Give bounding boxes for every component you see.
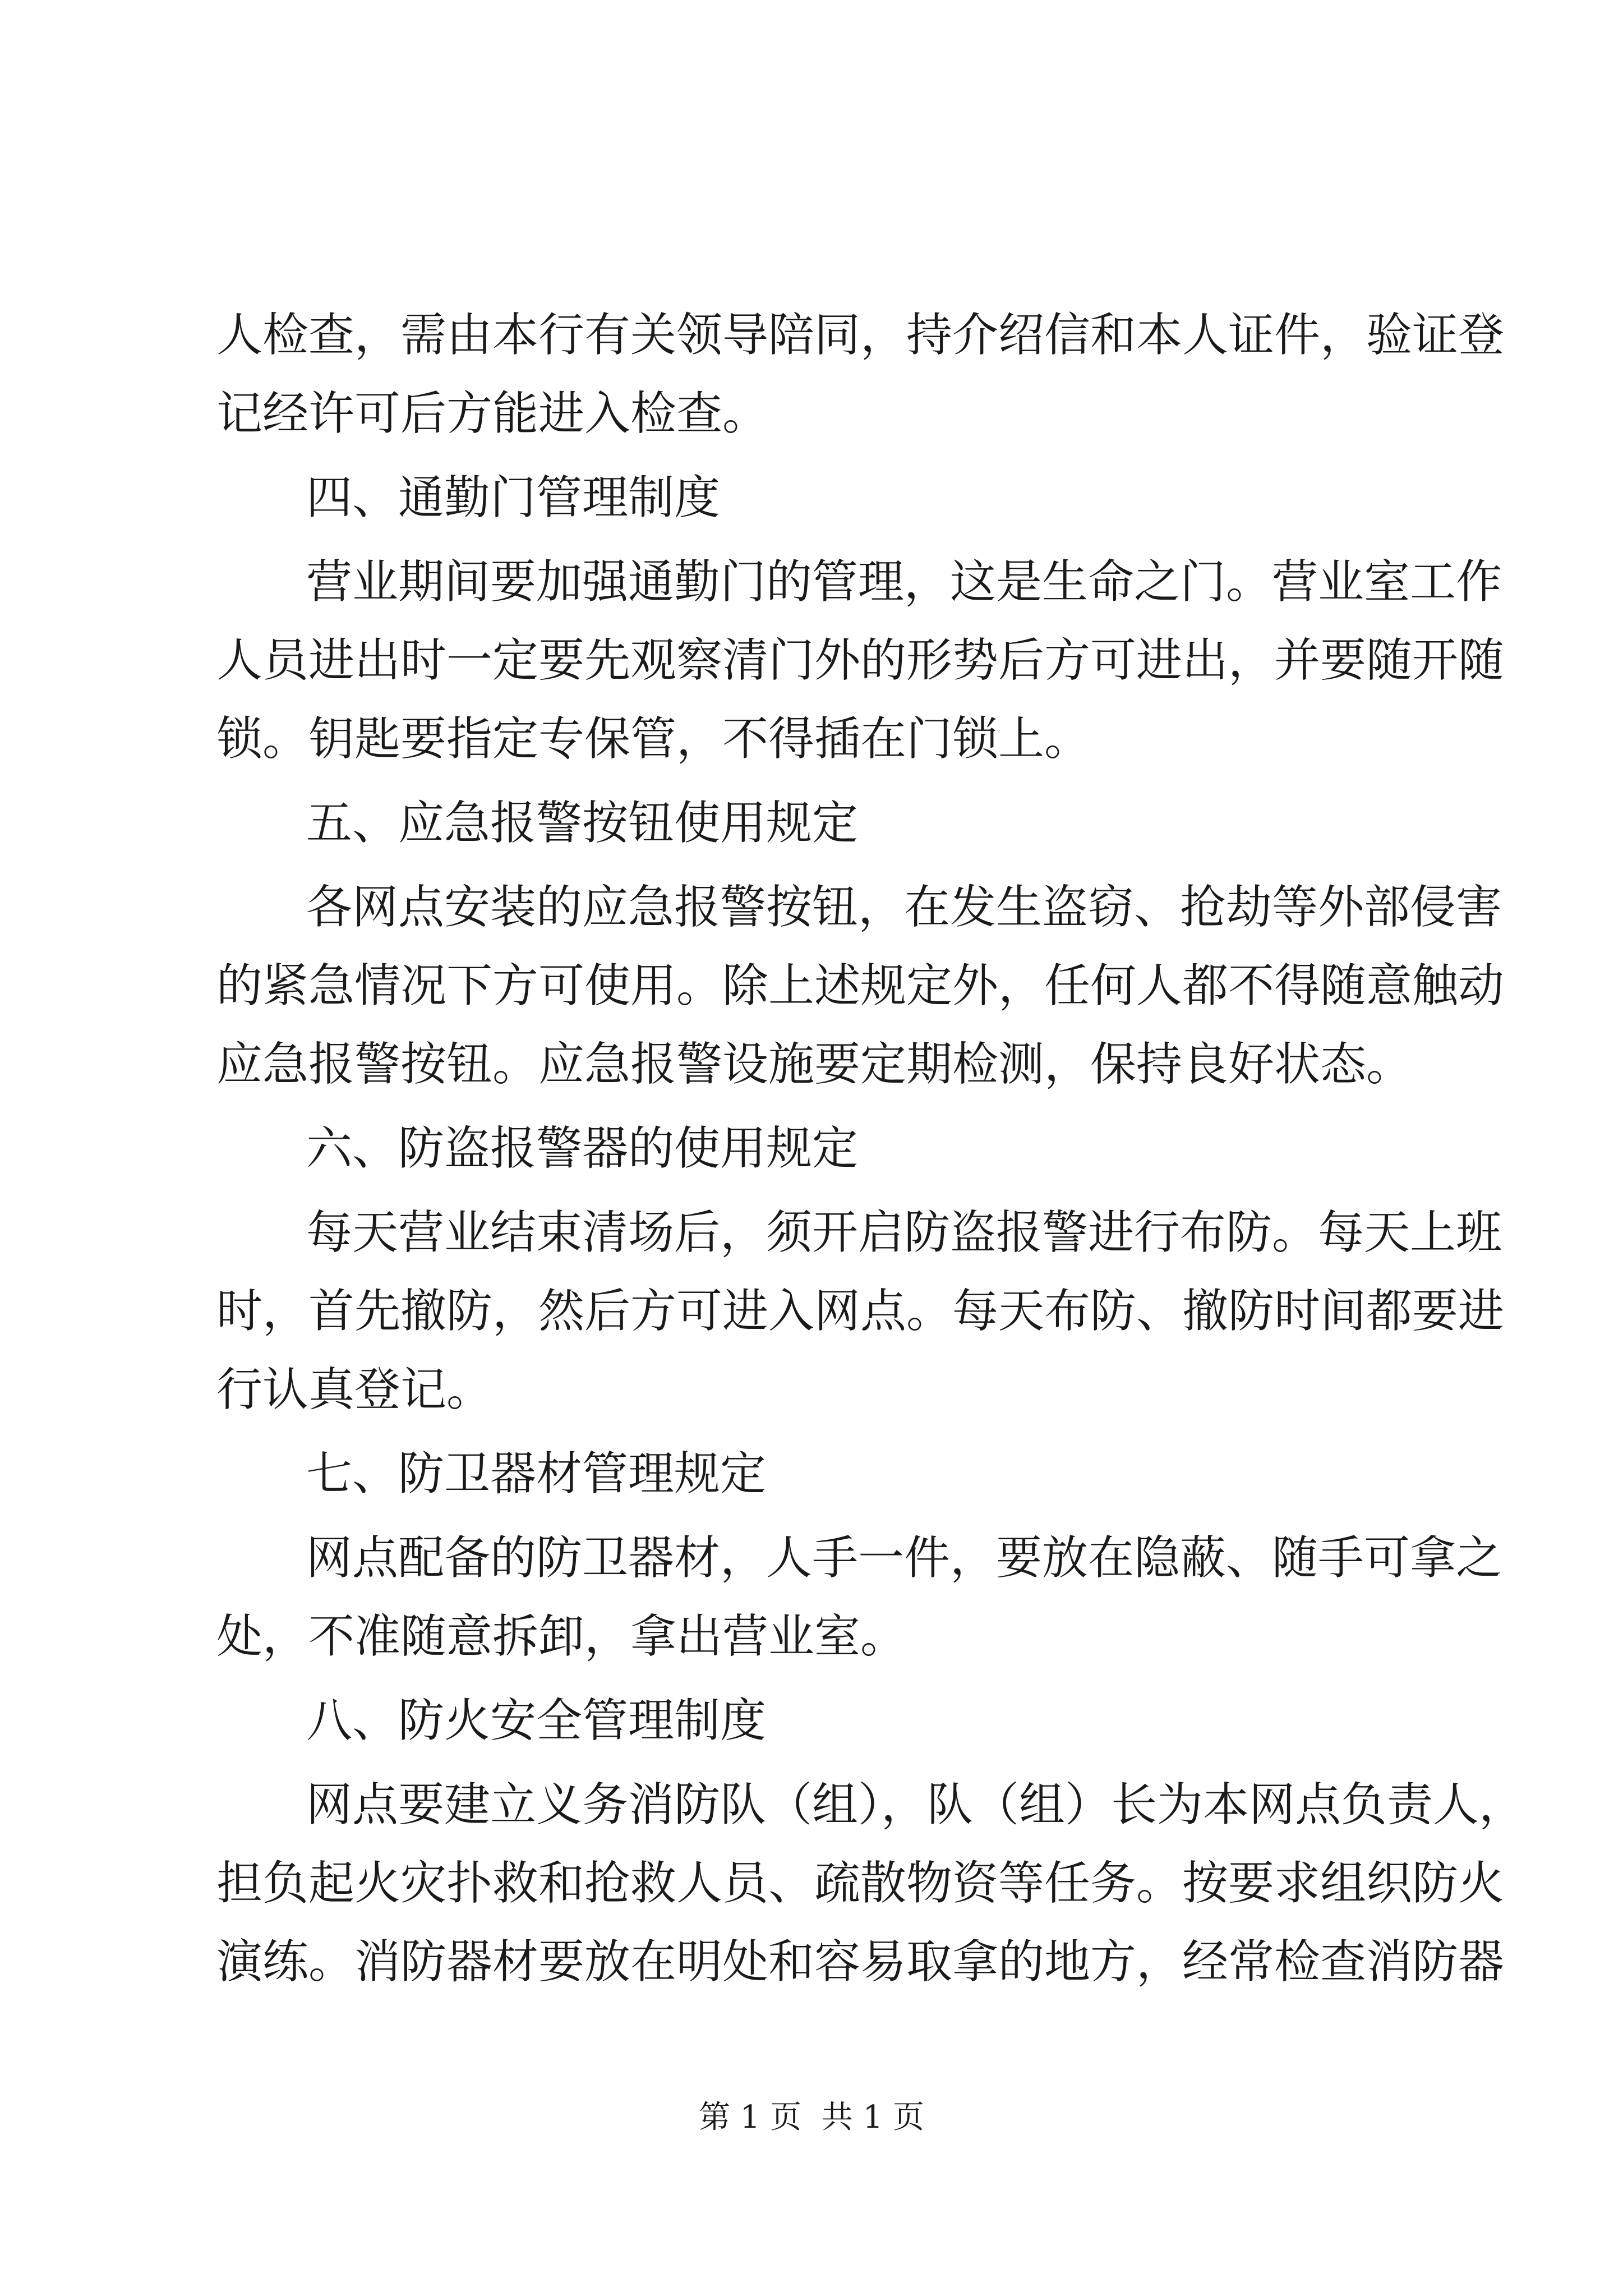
body-text-line: 网点要建立义务消防队（组），队（组）长为本网点负责人， (306, 1778, 1525, 1832)
page-footer (0, 2098, 1623, 2137)
body-text-line: 时，首先撤防，然后方可进入网点。每天布防、撤防时间都要进 (216, 1285, 1505, 1338)
body-text-line: 的紧急情况下方可使用。除上述规定外，任何人都不得随意触动 (216, 959, 1505, 1013)
page-number-label: 第 1 页 共 1 页 (698, 2099, 925, 2136)
body-text-line: 人检查，需由本行有关领导陪同，持介绍信和本人证件，验证登 (216, 309, 1505, 362)
body-text-line: 各网点安装的应急报警按钮，在发生盗窃、抢劫等外部侵害 (306, 881, 1502, 934)
body-text-line: 行认真登记。 (216, 1363, 493, 1416)
body-text-line: 演练。消防器材要放在明处和容易取拿的地方，经常检查消防器 (216, 1935, 1505, 1989)
body-text-line: 每天营业结束清场后，须开启防盗报警进行布防。每天上班 (306, 1206, 1502, 1259)
body-text-line: 营业期间要加强通勤门的管理，这是生命之门。营业室工作 (306, 555, 1502, 609)
body-text-line: 网点配备的防卫器材，人手一件，要放在隐蔽、随手可拿之 (306, 1531, 1502, 1585)
body-text-line: 担负起火灾扑救和抢救人员、疏散物资等任务。按要求组织防火 (216, 1857, 1505, 1910)
body-text-line: 处，不准随意拆卸，拿出营业室。 (216, 1610, 907, 1663)
section-heading: 四、通勤门管理制度 (306, 471, 721, 524)
body-text-line: 锁。钥匙要指定专保管，不得插在门锁上。 (216, 712, 1091, 766)
body-text-line: 应急报警按钮。应急报警设施要定期检测，保持良好状态。 (216, 1038, 1413, 1091)
section-heading: 八、防火安全管理制度 (306, 1694, 767, 1747)
body-text-line: 人员进出时一定要先观察清门外的形势后方可进出，并要随开随 (216, 634, 1505, 687)
section-heading: 五、应急报警按钮使用规定 (306, 797, 859, 850)
body-text-line: 记经许可后方能进入检查。 (216, 387, 769, 440)
section-heading: 七、防卫器材管理规定 (306, 1447, 767, 1501)
section-heading: 六、防盗报警器的使用规定 (306, 1122, 859, 1175)
